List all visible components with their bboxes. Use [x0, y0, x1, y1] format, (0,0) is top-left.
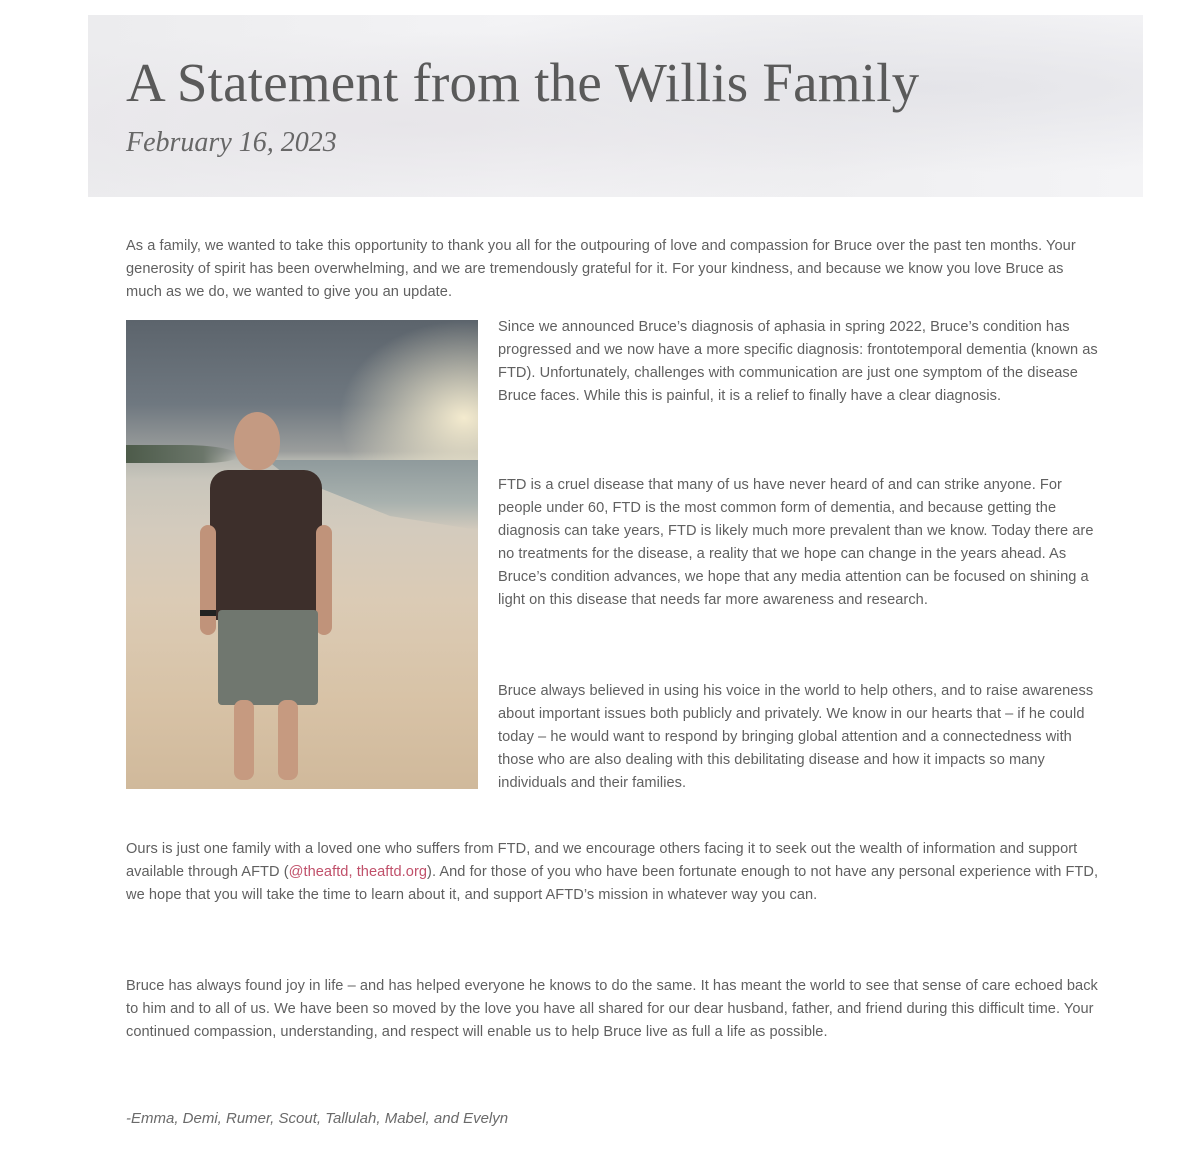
ftd-paragraph: FTD is a cruel disease that many of us have never heard of and can strike anyone. For people under 60, FTD is the most common form of dementia, and because getting the diagnosis can take years, FTD is likely much more prevalent than we know. Today there are no treatments for the disease, a reality that we hope can change in the years ahead. As Bruce’s condition advances, we hope that any media attention can be focused on shining a light on this disease that needs far more awareness and research.	[498, 477, 1094, 608]
photo-person-arm	[200, 525, 216, 635]
photo-person-arm	[316, 525, 332, 635]
header-banner	[88, 15, 1143, 197]
publish-date: February 16, 2023	[126, 127, 337, 158]
diagnosis-paragraph: Since we announced Bruce’s diagnosis of aphasia in spring 2022, Bruce’s condition has progressed and we now have a more specific diagnosis: frontotemporal dementia (known as FTD). Unfortunately, challenges with communication are just one symptom of the disease Bruce faces. While this is painful, it is a relief to finally have a clear diagnosis.	[498, 319, 1098, 404]
photo-watch	[200, 610, 216, 616]
aftd-text-before: Ours is just one family with a loved one who suffers from FTD, and we encourage others facing it to seek out the wealth of information and support available through AFTD (	[126, 841, 1078, 880]
aftd-handle-link[interactable]: @theaftd	[288, 864, 349, 880]
photo-person-head	[234, 412, 280, 470]
aftd-paragraph	[126, 838, 1101, 907]
photo-treeline	[126, 445, 236, 463]
photo-person-leg	[278, 700, 298, 780]
aftd-site-link[interactable]: theaftd.org	[356, 864, 428, 880]
aftd-text-after: ). And for those of you who have been fortunate enough to not have any personal experience with FTD, we hope that you will take the time to learn about it, and support AFTD’s mission in whatever way you can.	[126, 864, 1099, 903]
page-title: A Statement from the Willis Family	[126, 52, 920, 113]
photo-sky-light	[338, 320, 478, 460]
signature: -Emma, Demi, Rumer, Scout, Tallulah, Mabel, and Evelyn	[126, 1110, 509, 1127]
photo-person-torso	[210, 470, 322, 620]
closing-paragraph: Bruce has always found joy in life – and has helped everyone he knows to do the same. It has meant the world to see that sense of care echoed back to him and to all of us. We have been so moved by the love you have all shared for our dear husband, father, and friend during this difficult time. Your continued compassion, understanding, and respect will enable us to help Bruce live as full a life as possible.	[126, 978, 1098, 1040]
bruce-beach-photo	[126, 320, 478, 789]
photo-person-leg	[234, 700, 254, 780]
photo-person-shorts	[218, 610, 318, 705]
awareness-paragraph: Bruce always believed in using his voice in the world to help others, and to raise awareness about important issues both publicly and privately. We know in our hearts that – if he could today – he would want to respond by bringing global attention and a connectedness with those who are also dealing with this debilitating disease and how it impacts so many individuals and their families.	[498, 683, 1094, 791]
intro-paragraph: As a family, we wanted to take this opportunity to thank you all for the outpouring of love and compassion for Bruce over the past ten months. Your generosity of spirit has been overwhelming, and we are tremendously grateful for it. For your kindness, and because we know you love Bruce as much as we do, we wanted to give you an update.	[126, 238, 1076, 300]
link-separator: ,	[348, 864, 357, 880]
